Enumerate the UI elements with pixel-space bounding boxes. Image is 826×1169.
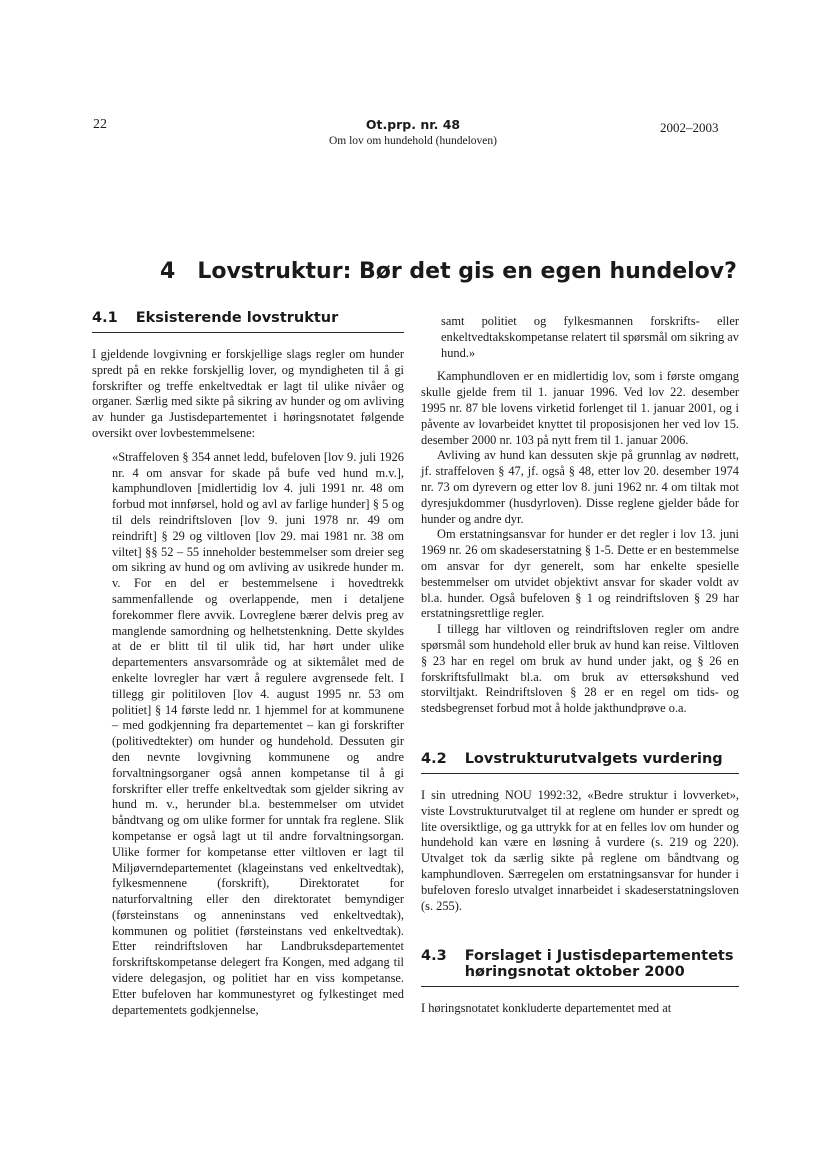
- paragraph-erstatningsansvar: Om erstatningsansvar for hunder er det regler i lov 13. juni 1969 nr. 26 om skadeserstatning § 1-5. Dette er en bestemmelse om ansvar for dyr generelt, som har enkelte spesielle bestemmelser om utvidet objektivt ansvar for skader voldt av bl.a. hunder. Også bufeloven § 1 og reindriftsloven § 29 har erstatningsrettlige regler.: [421, 527, 739, 621]
- block-quote: «Straffeloven § 354 annet ledd, bufeloven [lov 9. juli 1926 nr. 4 om ansvar for skade på bufe ved hund m.v.], kamphundloven [midlertidig lov 4. juli 1991 nr. 48 om forbud mot innførsel, hold og avl av farlige hunder] § 5 og til dels reindriftsloven [lov 9. juni 1978 nr. 49 om reindrift] § 29 og viltloven [lov 29. mai 1981 nr. 38 om viltet] §§ 52 – 55 inneholder bestemmelser som dreier seg om sikring av hund og om avliving av usikrede hunder m. v. For en del er bestemmelsene i hovedtrekk sammenfallende og overlappende, men i detaljene forekommer flere avvik. Lovreglene bærer delvis preg av manglende samordning og helhetstenkning. Dette skyldes at de er blitt til til ulik tid, har hørt under ulike departementers ansvarsområde og at siktemålet med de enkelte lovregler har vært å regulere avgrensede felt. I tillegg gir politiloven [lov 4. august 1995 nr. 53 om politiet] § 14 første ledd nr. 1 hjemmel for at kommunene – med godkjenning fra departementet – kan gi forskrifter (politivedtekter) om hunder og hundehold. Dessuten gir den nevnte lovgivning kommunene og andre forvaltningsorganer også annen kompetanse til å gi forskrifter eller treffe enkeltvedtak som gjelder sikring av hund m. v., herunder bl.a. bestemmelser om utvidet båndtvang og om ulike former for unntak fra reglene. Slik kompetanse er også lagt ut til andre forvaltningsorgan. Ulike former for kompetanse etter viltloven er lagt til Miljøverndepartementet (klageinstans ved enkeltvedtak), fylkesmennene (forskrift), Direktoratet for naturforvaltning eller den direktoratet bemyndiger (førsteinstans og anneninstans ved enkeltvedtak), kommunen og politiet (førsteinstans ved enkeltvedtak). Etter reindriftsloven har Landbruksdepartementet forskriftskompetanse delegert fra Kongen, med adgang til videre delegasjon, og politiet har en viss kompetanse. Etter bufeloven har kommunestyret og fylkestinget med departementets godkjennelse,: [112, 449, 404, 1017]
- paragraph-horingsnotat: I høringsnotatet konkluderte departementet med at: [421, 1001, 672, 1016]
- paragraph-viltloven: I tillegg har viltloven og reindriftsloven regler om andre spørsmål som hundehold eller bruk av hund kan reise. Viltloven § 23 har en regel om bruk av hund under jakt, og § 26 en forskriftsfullmakt bl.a. om bruk av ettersøkshund ved storviltjakt. Reindriftsloven § 28 er en regel om tids- og stedsbegrenset forbud mot å holde jakthundprøve o.a.: [421, 622, 739, 716]
- chapter-title: Lovstruktur: Bør det gis en egen hundelov?: [197, 259, 737, 284]
- section-number: 4.1: [92, 310, 118, 326]
- chapter-number: 4: [160, 259, 176, 284]
- block-quote-continued: samt politiet og fylkesmannen forskrifts- eller enkeltvedtakskompetanse relatert til spørsmål om sikring av hund.»: [441, 314, 739, 360]
- paragraph-avliving: Avliving av hund kan dessuten skje på grunnlag av nødrett, jf. straffeloven § 47, jf. også § 48, etter lov 20. desember 1974 nr. 73 om dyrevern og etter lov 8. juni 1962 nr. 4 om tiltak mot dyresjukdommer (husdyrloven). Disse reglene gjelder både for hunder og andre dyr.: [421, 448, 739, 526]
- document-subtitle: Om lov om hundehold (hundeloven): [328, 135, 497, 147]
- section-number: 4.3: [421, 948, 447, 965]
- chapter-heading: [160, 259, 737, 284]
- paragraph-intro: I gjeldende lovgivning er forskjellige slags regler om hunder spredt på en rekke forskjellig lover, og myndigheten til å gi forskrifter og treffe enkeltvedtak er lagt til ulike nivåer og organer. Særlig med sikte på sikring av hunder og om avliving av hunder ga Justisdepartementet i høringsnotatet følgende oversikt over lovbestemmelsene:: [92, 347, 404, 440]
- document-id: Ot.prp. nr. 48: [365, 117, 461, 132]
- section-number: 4.2: [421, 750, 447, 767]
- paragraph-kamphundloven: Kamphundloven er en midlertidig lov, som i første omgang skulle gjelde frem til 1. januar 1996. Ved lov 22. desember 1995 nr. 87 ble lovens virketid forlenget til 1. januar 2001, og i påvente av lovarbeidet knyttet til proposisjonen her ved lov 15. desember 2000 nr. 103 på nytt frem til 1. januar 2006.: [421, 369, 739, 447]
- section-heading-4-3: [421, 948, 739, 987]
- section-heading-4-2: [421, 751, 739, 774]
- page-number: 22: [93, 117, 107, 132]
- paragraph-lovstrukturutvalget: I sin utredning NOU 1992:32, «Bedre struktur i lovverket», viste Lovstrukturutvalget til at reglene om hunder er spredt og lite oversiktlige, og ga uttrykk for at en felles lov om hunder og hundehold kan være en løsning å vurdere (s. 219 og 220). Utvalget tok da særlig sikte på reglene om båndtvang og kamphundloven. Særregelen om erstatningsansvar for hunder i bufeloven foreslo utvalget innarbeidet i skadeserstatningsloven (s. 255).: [421, 787, 739, 913]
- section-title: Forslaget i Justisdepartementets høringsnotat oktober 2000: [464, 948, 734, 981]
- section-heading-4-1: [92, 310, 404, 333]
- document-year: 2002–2003: [660, 120, 719, 135]
- left-column: [92, 310, 404, 1018]
- section-title: Lovstrukturutvalgets vurdering: [464, 750, 723, 767]
- section-title: Eksisterende lovstruktur: [135, 310, 339, 326]
- right-column: [421, 314, 739, 1017]
